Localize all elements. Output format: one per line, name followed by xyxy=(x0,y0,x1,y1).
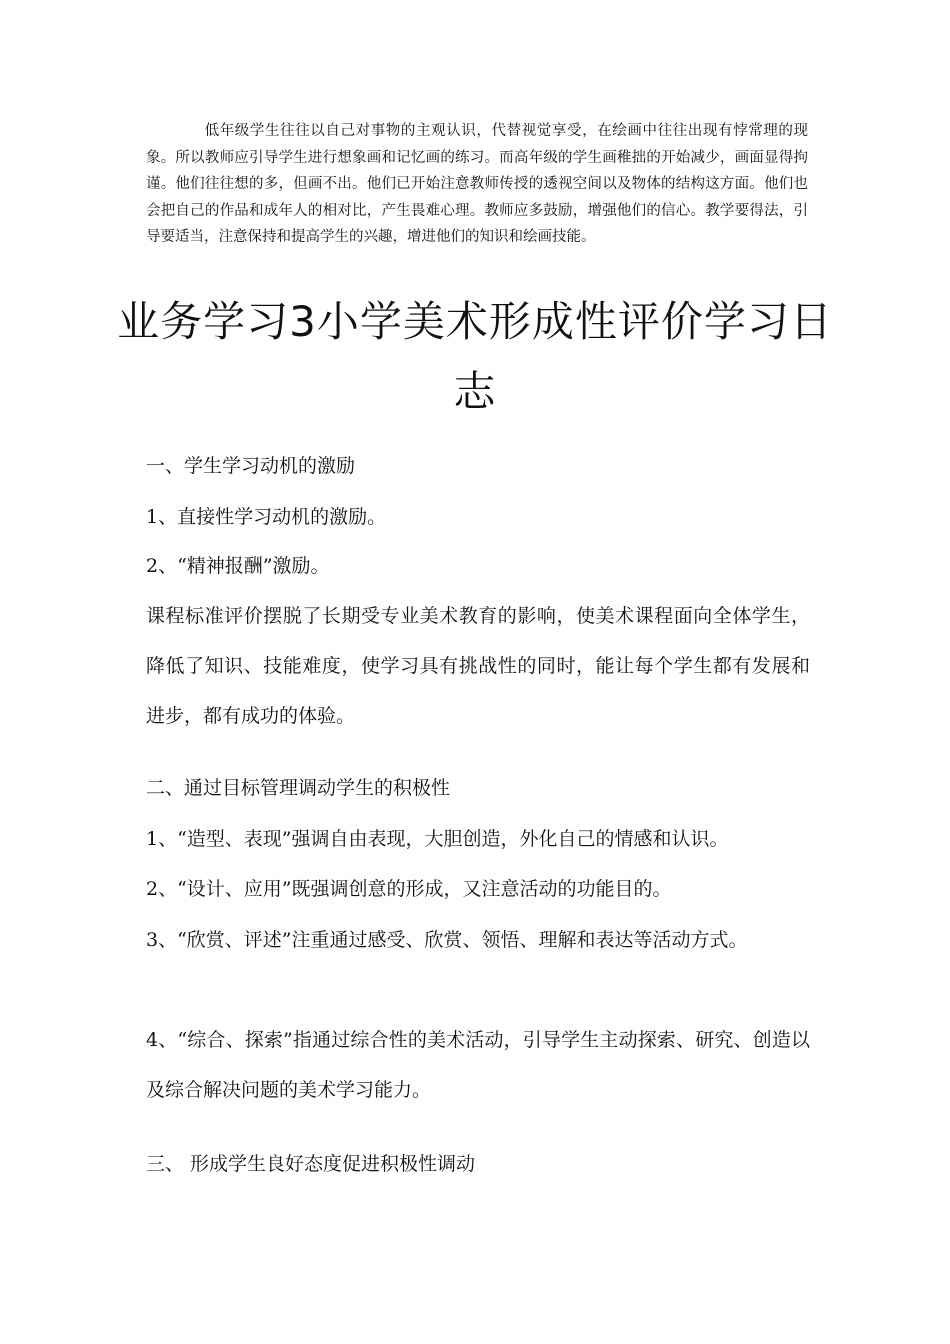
section2-item-1: 1、“造型、表现”强调自由表现，大胆创造，外化自己的情感和认识。 xyxy=(146,828,729,850)
section2-item-3: 3、“欣赏、评述”注重通过感受、欣赏、领悟、理解和表达等活动方式。 xyxy=(146,929,748,951)
section2-heading: 二、通过目标管理调动学生的积极性 xyxy=(146,777,451,799)
intro-text: 低年级学生往往以自己对事物的主观认识，代替视觉享受，在绘画中往往出现有悖常理的现象。所以教师应引导学生进行想象画和记忆画的练习。而高年级的学生画稚拙的开始减少，画面显得拘谨。他们往往想的多，但画不出。他们已开始注意教师传授的透视空间以及物体的结构这方面。他们也会把自己的作品和成年人的相对比，产生畏难心理。教师应多鼓励，增强他们的信心。教学要得法，引导要适当，注意保持和提高学生的兴趣，增进他们的知识和绘画技能。 xyxy=(146,123,808,245)
document-title: 业务学习3小学美术形成性评价学习日志 xyxy=(117,297,833,416)
intro-paragraph xyxy=(146,118,808,251)
section1-heading: 一、学生学习动机的激励 xyxy=(146,455,356,477)
section3-heading: 三、 形成学生良好态度促进积极性调动 xyxy=(146,1153,476,1175)
section2-item-4: 4、“综合、探索”指通过综合性的美术活动，引导学生主动探索、研究、创造以及综合解决问题的美术学习能力。 xyxy=(146,1029,810,1101)
section2-item-2: 2、“设计、应用”既强调创意的形成，又注意活动的功能目的。 xyxy=(146,878,672,900)
section1-item-2: 2、“精神报酬”激励。 xyxy=(146,555,330,577)
section1-item-1: 1、直接性学习动机的激励。 xyxy=(146,506,387,528)
section1-paragraph: 课程标准评价摆脱了长期受专业美术教育的影响，使美术课程面向全体学生，降低了知识、技能难度，使学习具有挑战性的同时，能让每个学生都有发展和进步，都有成功的体验。 xyxy=(146,605,810,727)
